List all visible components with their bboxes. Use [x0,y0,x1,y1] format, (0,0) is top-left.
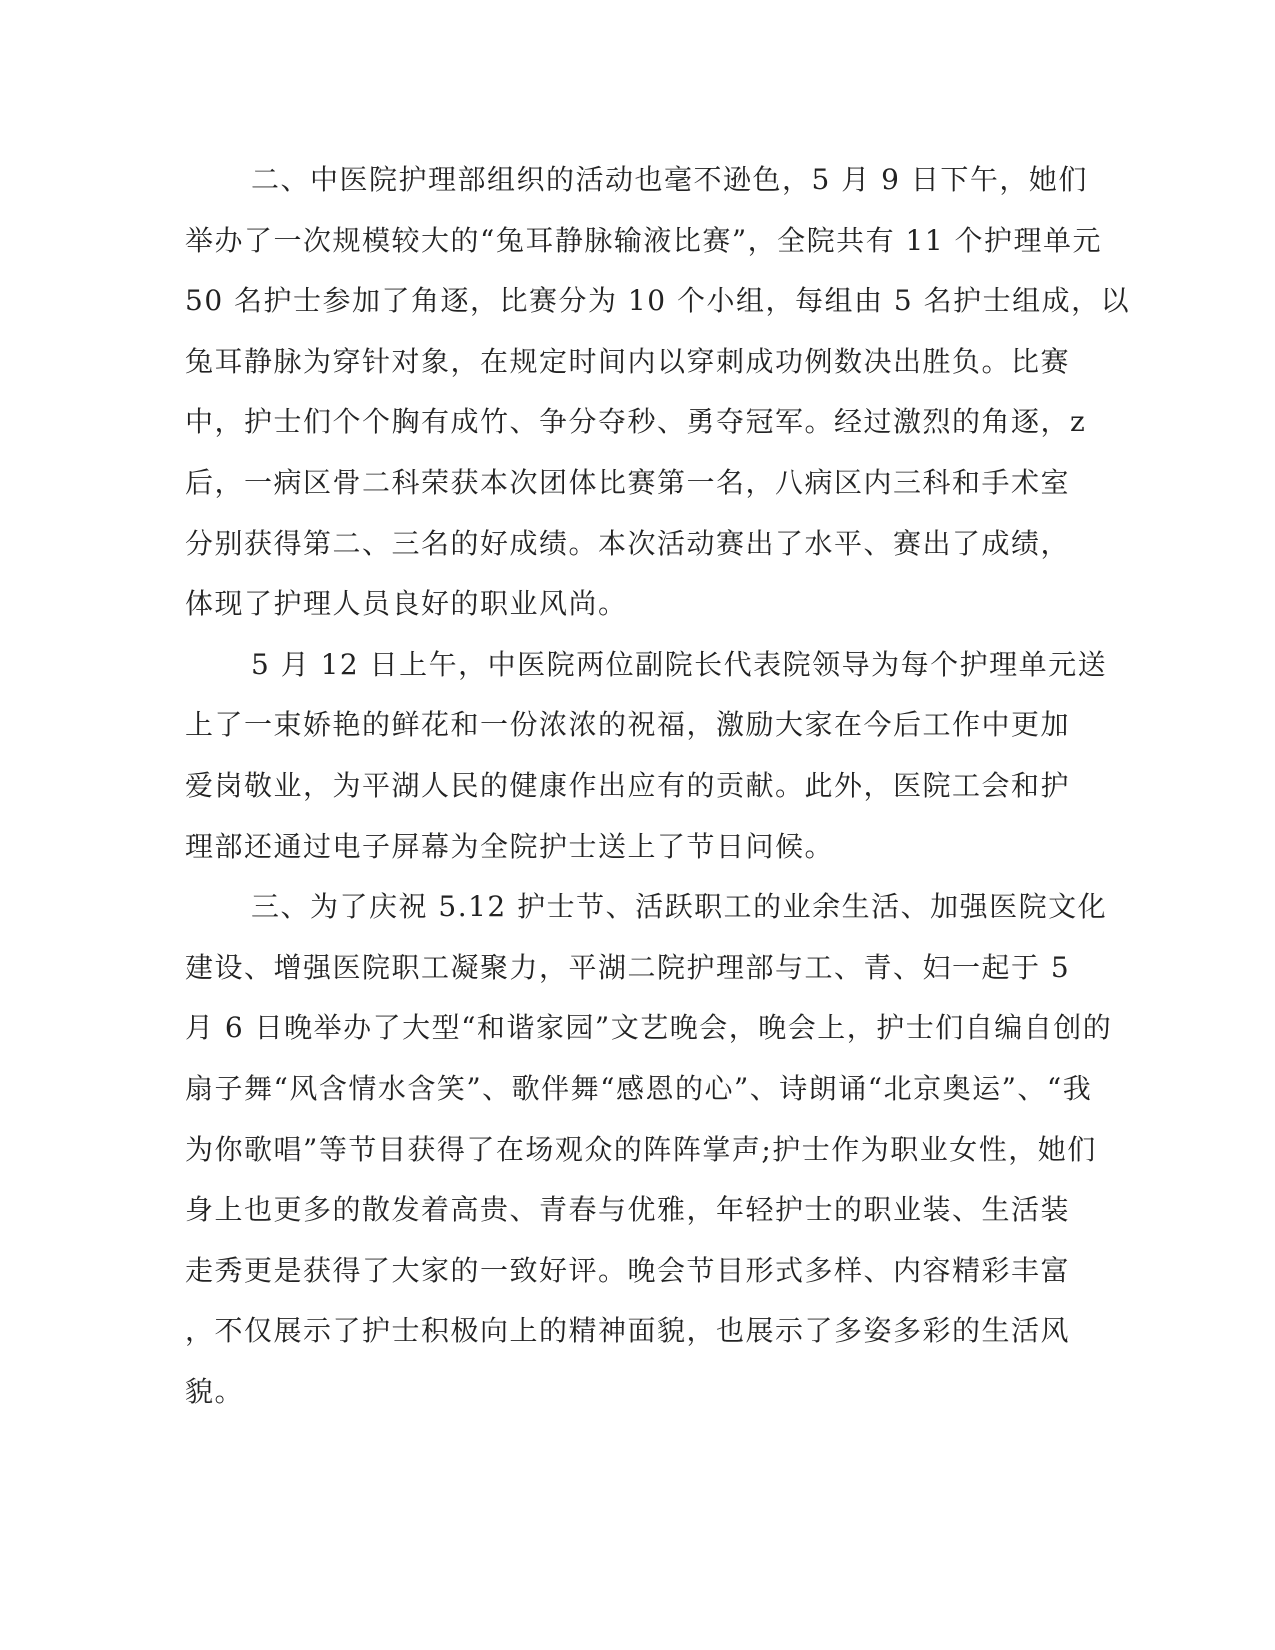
text-line: 二、中医院护理部组织的活动也毫不逊色，5 月 9 日下午，她们 [251,163,1088,196]
text-line: 爱岗敬业，为平湖人民的健康作出应有的贡献。此外，医院工会和护 [185,768,1071,802]
text-line: 兔耳静脉为穿针对象，在规定时间内以穿刺成功例数决出胜负。比赛 [185,344,1071,378]
text-line: 后，一病区骨二科荣获本次团体比赛第一名，八病区内三科和手术室 [185,465,1071,499]
text-line: 走秀更是获得了大家的一致好评。晚会节目形式多样、内容精彩丰富 [185,1253,1071,1287]
body-text [185,150,1131,1422]
text-line: 三、为了庆祝 5.12 护士节、活跃职工的业余生活、加强医院文化 [251,890,1108,924]
text-line: 举办了一次规模较大的“兔耳静脉输液比赛”，全院共有 11 个护理单元 [185,223,1103,257]
text-line: 50 名护士参加了角逐，比赛分为 10 个小组，每组由 5 名护士组成，以 [185,284,1131,318]
text-line: 身上也更多的散发着高贵、青春与优雅，年轻护士的职业装、生活装 [185,1193,1071,1227]
text-line: 分别获得第二、三名的好成绩。本次活动赛出了水平、赛出了成绩， [185,526,1071,560]
text-line: 月 6 日晚举办了大型“和谐家园”文艺晚会，晚会上，护士们自编自创的 [185,1011,1113,1045]
text-line: 扇子舞“风含情水含笑”、歌伴舞“感恩的心”、诗朗诵“北京奥运”、“我 [185,1071,1093,1105]
text-line: 中，护士们个个胸有成竹、争分夺秒、勇夺冠军。经过激烈的角逐，z [185,405,1087,439]
text-line: 貌。 [185,1374,245,1408]
text-line: 5 月 12 日上午，中医院两位副院长代表院领导为每个护理单元送 [251,647,1108,681]
text-line: 理部还通过电子屏幕为全院护士送上了节日问候。 [185,829,835,863]
text-line: 上了一束娇艳的鲜花和一份浓浓的祝福，激励大家在今后工作中更加 [185,708,1071,742]
text-line: ，不仅展示了护士积极向上的精神面貌，也展示了多姿多彩的生活风 [185,1314,1071,1348]
text-line: 体现了护理人员良好的职业风尚。 [185,587,628,621]
text-line: 为你歌唱”等节目获得了在场观众的阵阵掌声;护士作为职业女性，她们 [185,1132,1097,1166]
text-line: 建设、增强医院职工凝聚力，平湖二院护理部与工、青、妇一起于 5 [185,950,1071,984]
